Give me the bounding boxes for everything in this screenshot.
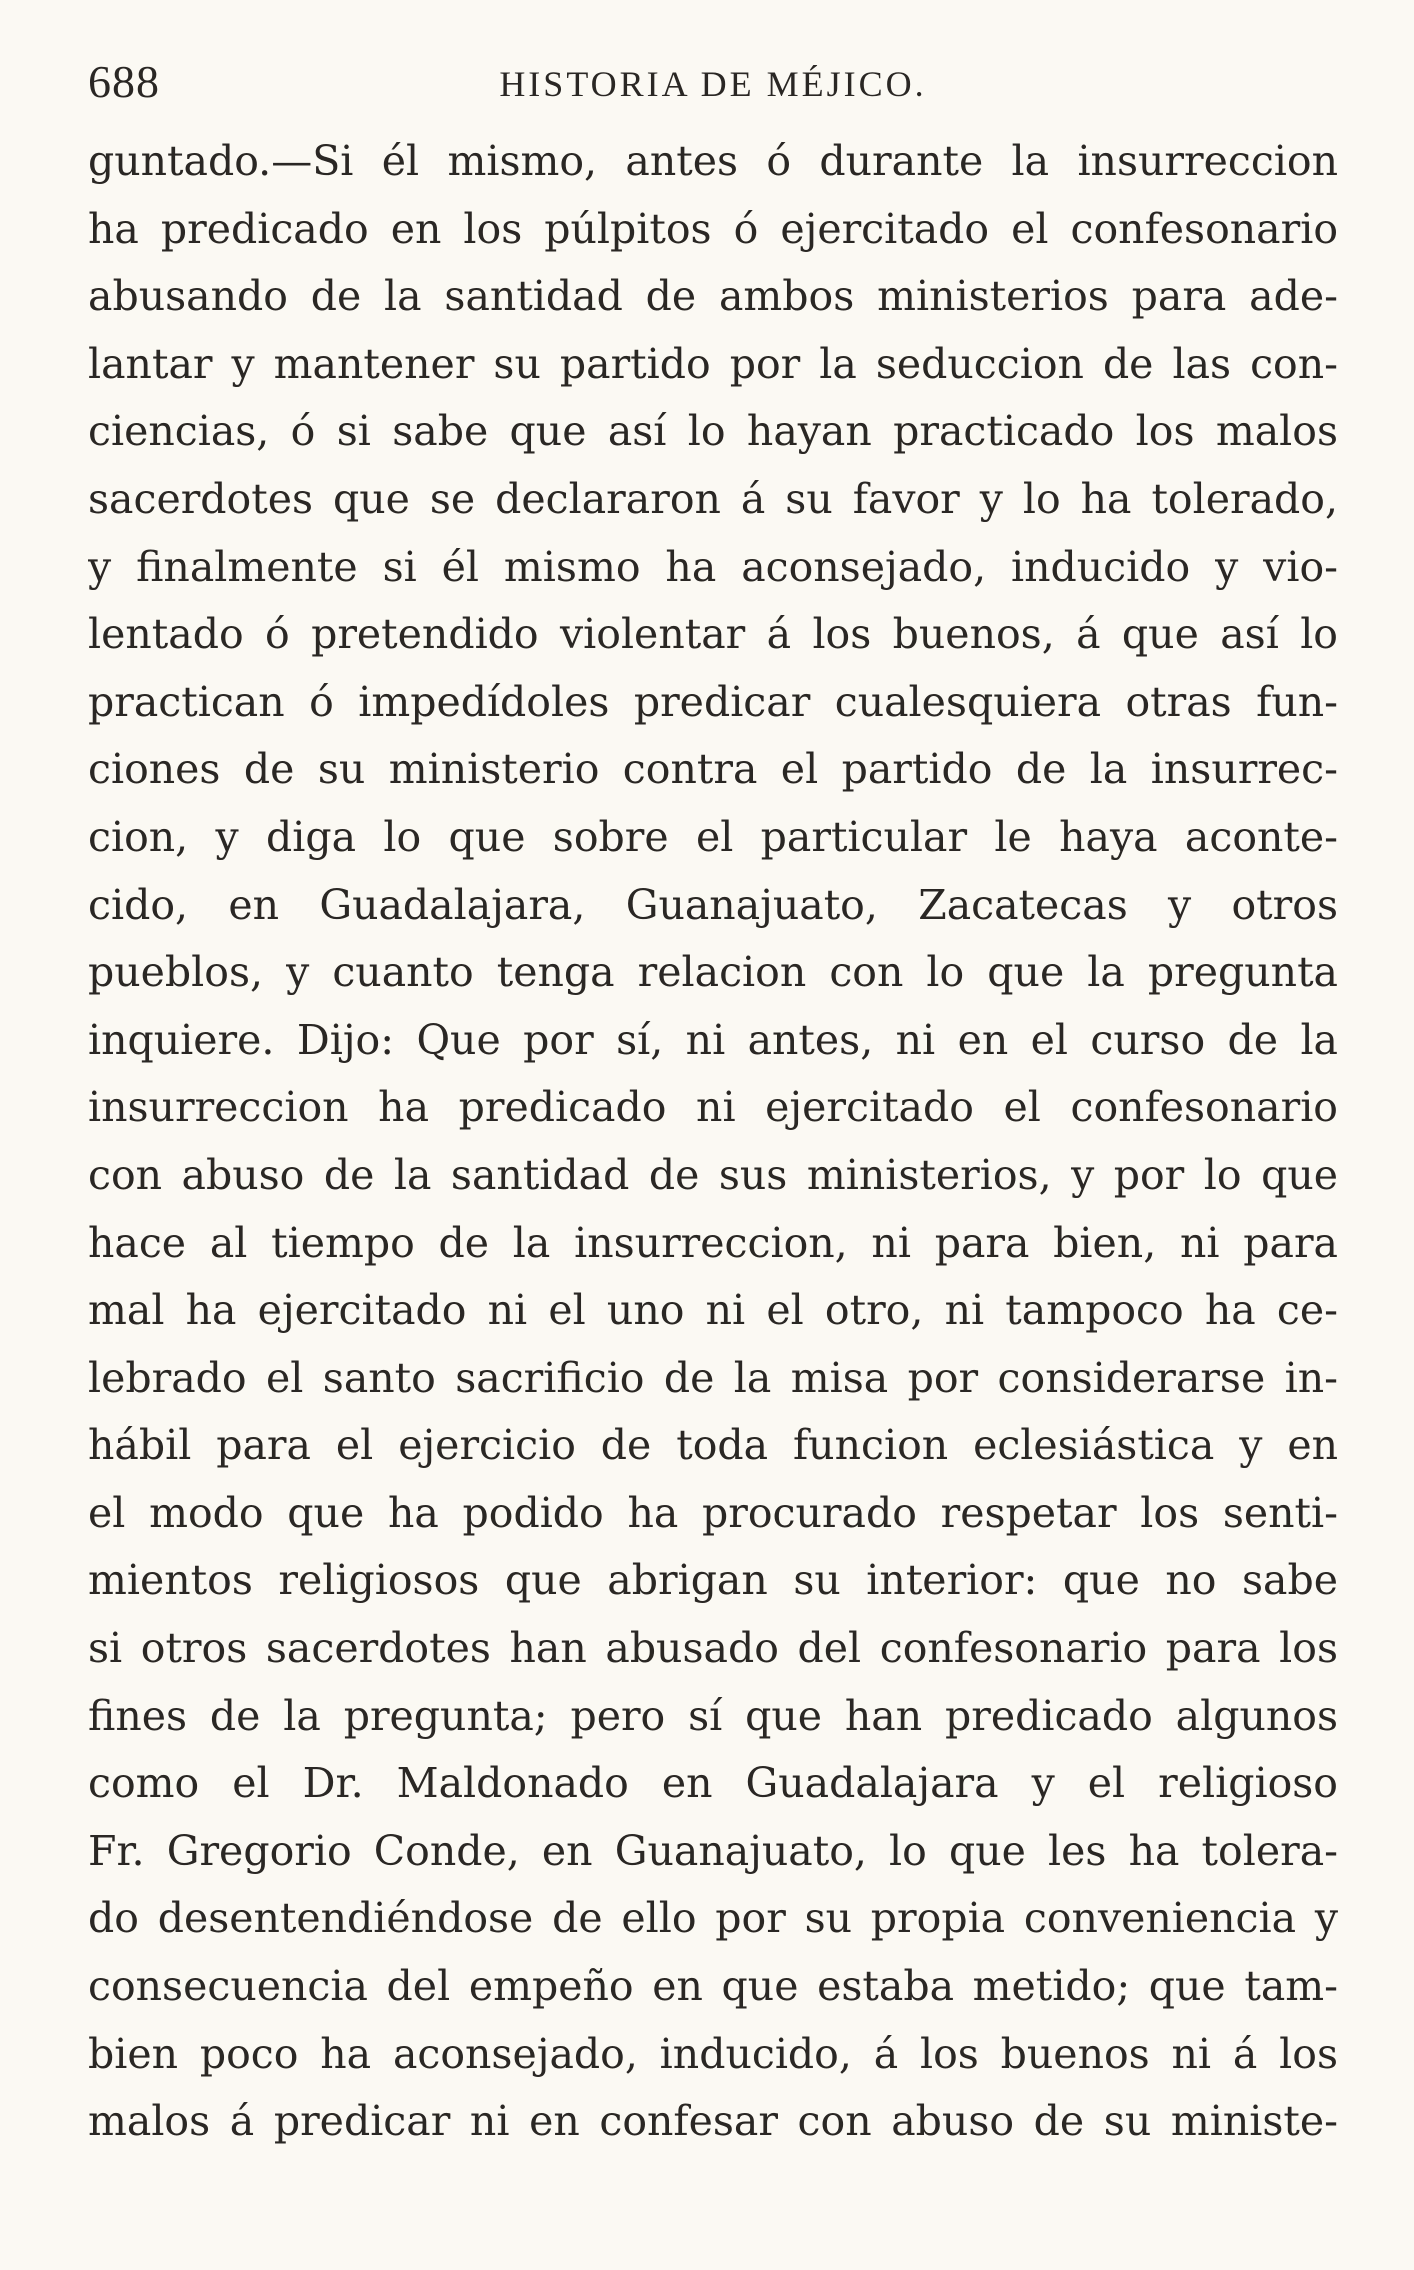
text-line: ciones de su ministerio contra el partido de la insurrec- — [88, 745, 1338, 794]
text-line: lantar y mantener su partido por la seduccion de las con- — [88, 339, 1338, 388]
text-line: cion, y diga lo que sobre el particular le haya aconte- — [88, 812, 1338, 861]
text-line: ciencias, ó si sabe que así lo hayan practicado los malos — [88, 407, 1338, 456]
text-line: sacerdotes que se declararon á su favor y lo ha tolerado, — [88, 474, 1338, 523]
text-line: do desentendiéndose de ello por su propia conveniencia y — [88, 1894, 1338, 1943]
text-line: ha predicado en los púlpitos ó ejercitado el confesonario — [88, 204, 1338, 253]
text-line: consecuencia del empeño en que estaba metido; que tam- — [88, 1962, 1338, 2011]
text-line: practican ó impedídoles predicar cualesquiera otras fun- — [88, 677, 1338, 726]
text-line: el modo que ha podido ha procurado respetar los senti- — [88, 1488, 1338, 1537]
text-line: insurreccion ha predicado ni ejercitado el confesonario — [88, 1083, 1338, 1132]
text-line: mal ha ejercitado ni el uno ni el otro, ni tampoco ha ce- — [88, 1286, 1338, 1335]
text-line: bien poco ha aconsejado, inducido, á los buenos ni á los — [88, 2029, 1338, 2078]
text-line: lentado ó pretendido violentar á los buenos, á que así lo — [88, 610, 1338, 659]
text-line: pueblos, y cuanto tenga relacion con lo que la pregunta — [88, 948, 1338, 997]
text-line: como el Dr. Maldonado en Guadalajara y el religioso — [88, 1759, 1338, 1808]
text-line: y finalmente si él mismo ha aconsejado, inducido y vio- — [88, 542, 1338, 591]
page-number: 688 — [88, 56, 160, 107]
text-line: inquiere. Dijo: Que por sí, ni antes, ni en el curso de la — [88, 1015, 1338, 1064]
body-text — [88, 128, 1338, 2156]
text-line: hábil para el ejercicio de toda funcion eclesiástica y en — [88, 1421, 1338, 1470]
text-line: hace al tiempo de la insurreccion, ni para bien, ni para — [88, 1218, 1338, 1267]
text-line: cido, en Guadalajara, Guanajuato, Zacatecas y otros — [88, 880, 1338, 929]
text-line: con abuso de la santidad de sus ministerios, y por lo que — [88, 1150, 1338, 1199]
text-line: Fr. Gregorio Conde, en Guanajuato, lo que les ha tolera- — [88, 1826, 1338, 1875]
text-line: fines de la pregunta; pero sí que han predicado algunos — [88, 1691, 1338, 1740]
text-line: malos á predicar ni en confesar con abuso de su ministe- — [88, 2097, 1338, 2146]
text-line: abusando de la santidad de ambos ministerios para ade- — [88, 272, 1338, 321]
text-line: guntado.—Si él mismo, antes ó durante la insurreccion — [88, 137, 1338, 185]
page-header — [88, 52, 1338, 112]
text-line: mientos religiosos que abrigan su interior: que no sabe — [88, 1556, 1338, 1605]
text-line: si otros sacerdotes han abusado del confesonario para los — [88, 1624, 1338, 1673]
running-title: HISTORIA DE MÉJICO. — [499, 64, 927, 104]
text-line: lebrado el santo sacrificio de la misa por considerarse in- — [88, 1353, 1338, 1402]
